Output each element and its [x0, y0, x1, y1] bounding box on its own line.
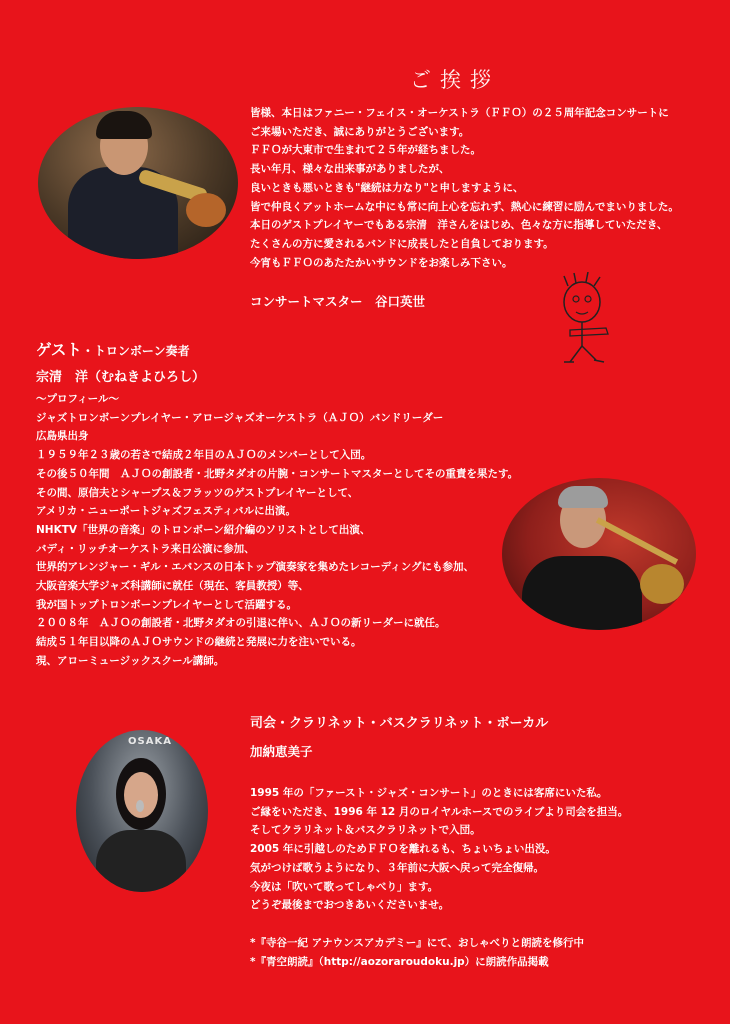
greeting-line: 今宵もＦＦＯのあたたかいサウンドをお楽しみ下さい。 — [250, 256, 513, 269]
concert-master-signature: コンサートマスター 谷口英世 — [250, 294, 426, 309]
guest-heading-sub: ・トロンボーン奏者 — [81, 344, 190, 358]
mc-name: 加納恵美子 — [250, 744, 313, 759]
trombone-player-photo — [502, 478, 696, 630]
profile-line: ジャズトロンボーンプレイヤー・アロージャズオーケストラ（ＡＪＯ）バンドリーダー — [36, 411, 444, 424]
greeting-line: たくさんの方に愛されるバンドに成長したと自負しております。 — [250, 237, 554, 250]
profile-line: NHKTV「世界の音楽」のトロンボーン紹介編のソリストとして出演、 — [36, 523, 371, 536]
guest-profile — [36, 390, 518, 671]
profile-line: 結成５１年目以降のＡＪＯサウンドの継続と発展に力を注いでいる。 — [36, 636, 362, 649]
mc-line: 気がつけば歌うようになり、３年前に大阪へ戻って完全復帰。 — [250, 861, 544, 874]
profile-line: ～プロフィール～ — [36, 393, 119, 405]
profile-line: その間、原信夫とシャープス＆フラッツのゲストプレイヤーとして、 — [36, 486, 359, 499]
profile-line: バディ・リッチオーケストラ来日公演に参加、 — [36, 542, 255, 555]
cartoon-trombonist-illustration — [550, 272, 620, 368]
greeting-line: 良いときも悪いときも"継続は力なり"と申しますように、 — [250, 181, 524, 194]
greeting-line: 本日のゲストプレイヤーでもある宗清 洋さんをはじめ、色々な方に指導していただき、 — [250, 219, 668, 232]
mc-line: 2005 年に引越しのためＦＦＯを離れるも、ちょいちょい出没。 — [250, 843, 556, 856]
mc-note: *『青空朗読』（http://aozoraroudoku.jp）に朗読作品掲載 — [250, 955, 549, 968]
mc-line: ご縁をいただき、1996 年 12 月のロイヤルホースでのライブより司会を担当。 — [250, 805, 629, 818]
singer-photo — [76, 730, 208, 892]
guest-heading — [36, 338, 190, 360]
greeting-line: ＦＦＯが大東市で生まれて２５年が経ちました。 — [250, 144, 481, 157]
greeting-line: 長い年月、様々な出来事がありましたが、 — [250, 163, 450, 176]
mc-line: 今夜は「吹いて歌ってしゃべり」ます。 — [250, 880, 439, 893]
mc-line: そしてクラリネット＆バスクラリネットで入団。 — [250, 824, 481, 837]
profile-line: その後５０年間 ＡＪＯの創設者・北野タダオの片腕・コンサートマスターとしてその重責を果たす。 — [36, 467, 519, 480]
greeting-body — [250, 104, 679, 272]
profile-line: 世界的アレンジャー・ギル・エバンスの日本トップ演奏家を集めたレコーディングにも参加、 — [36, 561, 475, 574]
profile-line: ２００８年 ＡＪＯの創設者・北野タダオの引退に伴い、ＡＪＯの新リーダーに就任。 — [36, 617, 446, 630]
mc-note: *『寺谷一紀 アナウンスアカデミー』にて、おしゃべりと朗読を修行中 — [250, 937, 585, 949]
mc-notes — [250, 934, 584, 971]
guest-name: 宗清 洋（むねきよひろし） — [36, 370, 206, 385]
greeting-line: ご来場いただき、誠にありがとうございます。 — [250, 125, 470, 138]
profile-line: １９５９年２３歳の若さで結成２年目のＡＪＯのメンバーとして入団。 — [36, 449, 372, 462]
mc-body — [250, 784, 628, 915]
greeting-line: 皆様、本日はファニー・フェイス・オーケストラ（ＦＦＯ）の２５周年記念コンサートに — [250, 107, 669, 119]
profile-line: アメリカ・ニューポートジャズフェスティバルに出演。 — [36, 505, 296, 518]
mc-line: 1995 年の「ファースト・ジャズ・コンサート」のときには客席にいた私。 — [250, 787, 608, 799]
mc-line: どうぞ最後までおつきあいくださいませ。 — [250, 899, 450, 912]
profile-line: 我が国トップトロンボーンプレイヤーとして活躍する。 — [36, 598, 298, 611]
mc-heading: 司会・クラリネット・バスクラリネット・ボーカル — [250, 716, 549, 731]
greeting-line: 皆で仲良くアットホームな中にも常に向上心を忘れず、熱心に練習に励んでまいりました。 — [250, 200, 679, 213]
profile-line: 大阪音楽大学ジャズ科講師に就任（現在、客員教授）等、 — [36, 580, 309, 593]
trumpet-player-photo — [38, 107, 238, 259]
profile-line: 現、アローミュージックスクール講師。 — [36, 654, 225, 667]
profile-line: 広島県出身 — [36, 430, 89, 443]
greeting-title: ご挨拶 — [410, 68, 500, 92]
guest-heading-main: ゲスト — [36, 341, 82, 359]
photo-banner-text: OSAKA — [128, 736, 172, 747]
